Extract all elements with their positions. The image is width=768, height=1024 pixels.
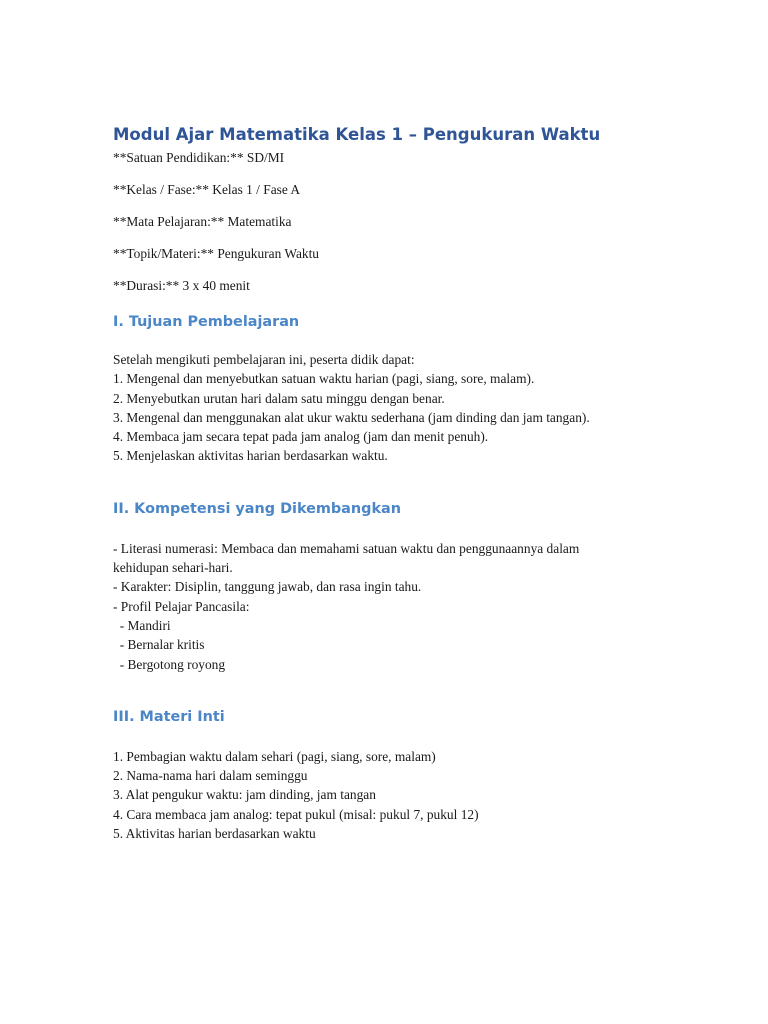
list-item: 2. Nama-nama hari dalam seminggu	[113, 768, 308, 784]
list-item: - Bernalar kritis	[113, 637, 205, 653]
section-heading-kompetensi: II. Kompetensi yang Dikembangkan	[113, 500, 401, 517]
list-item: - Literasi numerasi: Membaca dan memahami satuan waktu dan penggunaannya dalam	[113, 540, 580, 556]
list-item: 3. Mengenal dan menggunakan alat ukur waktu sederhana (jam dinding dan jam tangan).	[113, 409, 590, 425]
meta-durasi: **Durasi:** 3 x 40 menit	[113, 278, 250, 293]
meta-topik-materi: **Topik/Materi:** Pengukuran Waktu	[113, 246, 320, 261]
document-title: Modul Ajar Matematika Kelas 1 – Pengukuran Waktu	[113, 125, 601, 144]
list-item: 4. Cara membaca jam analog: tepat pukul (misal: pukul 7, pukul 12)	[113, 806, 479, 822]
list-item: - Profil Pelajar Pancasila:	[113, 598, 250, 614]
list-materi	[113, 747, 668, 843]
list-item: kehidupan sehari-hari.	[113, 560, 233, 576]
meta-kelas-fase: **Kelas / Fase:** Kelas 1 / Fase A	[113, 182, 301, 197]
list-item: - Karakter: Disiplin, tanggung jawab, dan rasa ingin tahu.	[113, 579, 422, 595]
list-tujuan	[113, 369, 668, 465]
list-item: 3. Alat pengukur waktu: jam dinding, jam tangan	[113, 787, 376, 803]
list-item: 4. Membaca jam secara tepat pada jam analog (jam dan menit penuh).	[113, 429, 489, 445]
section-heading-materi: III. Materi Inti	[113, 708, 225, 725]
meta-satuan-pendidikan: **Satuan Pendidikan:** SD/MI	[113, 150, 285, 165]
list-item: 2. Menyebutkan urutan hari dalam satu minggu dengan benar.	[113, 390, 445, 406]
section-intro-tujuan: Setelah mengikuti pembelajaran ini, peserta didik dapat:	[113, 352, 415, 367]
list-item: 1. Mengenal dan menyebutkan satuan waktu harian (pagi, siang, sore, malam).	[113, 371, 535, 387]
list-kompetensi	[113, 539, 668, 674]
list-item: - Bergotong royong	[113, 656, 226, 672]
list-item: 1. Pembagian waktu dalam sehari (pagi, siang, sore, malam)	[113, 748, 436, 764]
list-item: 5. Menjelaskan aktivitas harian berdasarkan waktu.	[113, 448, 388, 464]
section-heading-tujuan: I. Tujuan Pembelajaran	[113, 314, 300, 330]
list-item: - Mandiri	[113, 617, 171, 633]
list-item: 5. Aktivitas harian berdasarkan waktu	[113, 826, 316, 842]
meta-mata-pelajaran: **Mata Pelajaran:** Matematika	[113, 214, 292, 229]
